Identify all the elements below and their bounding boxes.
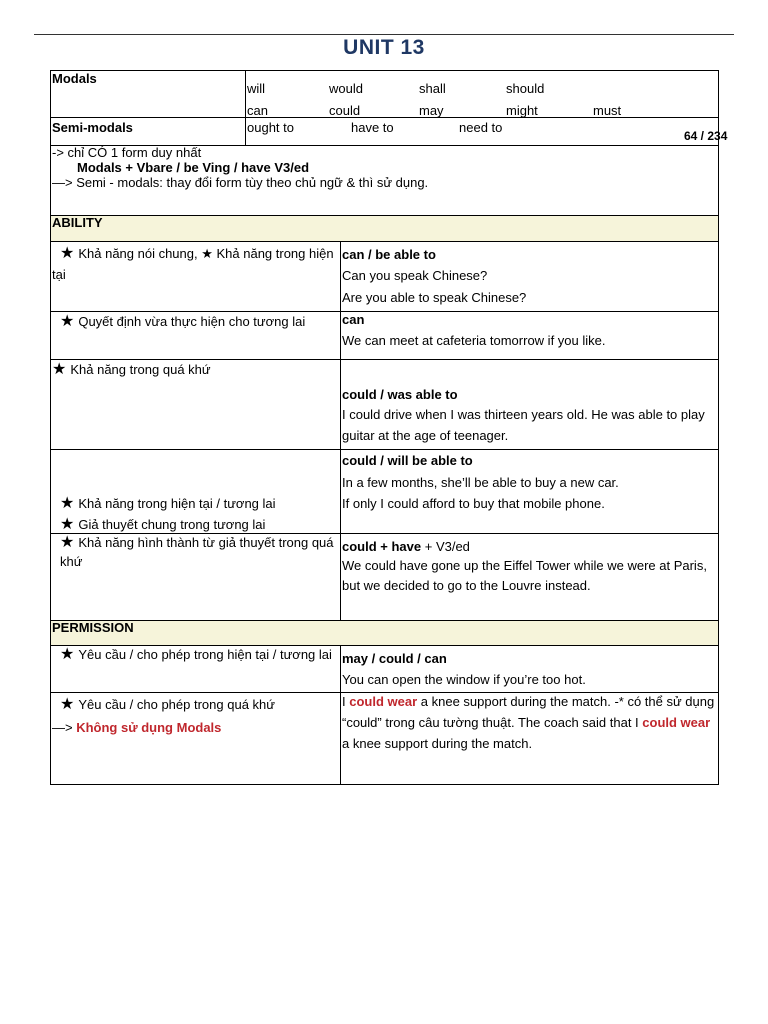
page-number: 64 / 234 [684, 129, 728, 143]
ability-row5-form-rest: + V3/ed [421, 539, 470, 554]
ability-row3-left-text [52, 359, 211, 380]
modal-may: may [419, 103, 444, 118]
note-line-1: -> chỉ CÓ 1 form duy nhất [52, 145, 202, 160]
semi-modals-label: Semi-modals [52, 120, 133, 135]
semi-have-to: have to [351, 120, 394, 135]
ability-row5-desc: Khả năng hình thành từ giả thuyết trong quá khứ [60, 535, 334, 569]
ability-row4-desc-2: Giả thuyết chung trong tương lai [78, 517, 266, 532]
ability-row1-left-text [52, 243, 338, 285]
ability-header-cell [50, 215, 719, 242]
ability-row1-ex2: Are you able to speak Chinese? [342, 290, 527, 305]
ability-row1-form: can / be able to [342, 247, 436, 262]
permission-row2-ex-part1: I [342, 694, 350, 709]
star-icon: ★ [60, 313, 75, 330]
modal-shall: shall [419, 81, 446, 96]
ability-row5-left-text [60, 533, 336, 571]
permission-row2-note [52, 717, 221, 738]
ability-row3-ex1: I could drive when I was thirteen years old. He was able to play guitar at the age of teenager. [342, 407, 705, 443]
modal-should: should [506, 81, 545, 96]
ability-row2-form: can [342, 312, 365, 327]
semi-divider [245, 117, 246, 146]
permission-row1-desc: Yêu cầu / cho phép trong hiện tại / tương lai [78, 647, 332, 662]
modals-label: Modals [52, 71, 97, 86]
permission-header-cell [50, 620, 719, 646]
permission-row2-desc: Yêu cầu / cho phép trong quá khứ [78, 697, 275, 712]
modal-might: might [506, 103, 538, 118]
top-rule [34, 34, 734, 35]
modal-must: must [593, 103, 622, 118]
permission-row1-ex1: You can open the window if you’re too hot. [342, 672, 586, 687]
permission-row2-example [342, 691, 716, 754]
ability-row3-desc: Khả năng trong quá khứ [70, 362, 211, 377]
permission-row2-ex-highlight2: could wear [642, 715, 711, 730]
ability-row5-form [342, 536, 470, 557]
ability-row2-ex1: We can meet at cafeteria tomorrow if you like. [342, 333, 606, 348]
permission-header: PERMISSION [52, 620, 134, 635]
star-icon: ★ [60, 534, 75, 551]
ability-row4-left-text-2 [60, 514, 265, 535]
permission-row2-ex-part3: a knee support during the match. [342, 736, 533, 751]
permission-row2-left-text [60, 694, 275, 715]
permission-row2-note-text: Không sử dụng Modals [76, 720, 222, 735]
ability-row5-form-bold: could + have [342, 539, 422, 554]
ability-row4-desc-1: Khả năng trong hiện tại / tương lai [78, 496, 276, 511]
ability-row4-left-text-1 [60, 493, 276, 514]
ability-row2-left-text [60, 311, 305, 332]
star-icon: ★ [60, 516, 75, 533]
note-line-3: —> Semi - modals: thay đổi form tùy theo chủ ngữ & thì sử dụng. [52, 175, 429, 190]
ability-row1-desc: Khả năng nói chung, ★ Khả năng trong hiện tại [52, 246, 334, 282]
star-icon: ★ [60, 245, 75, 262]
modal-could: could [329, 103, 361, 118]
ability-row4-form: could / will be able to [342, 453, 473, 468]
modal-would: would [329, 81, 363, 96]
star-icon: ★ [52, 361, 67, 378]
star-icon: ★ [60, 696, 75, 713]
note-line-2: Modals + Vbare / be Ving / have V3/ed [77, 160, 310, 175]
ability-row1-ex1: Can you speak Chinese? [342, 268, 488, 283]
ability-row5-ex1: We could have gone up the Eiffel Tower while we were at Paris, but we decided to go to the Louvre instead. [342, 558, 707, 593]
modal-can: can [247, 103, 268, 118]
page-title: UNIT 13 [343, 36, 425, 59]
permission-row2-ex-highlight1: could wear [349, 694, 418, 709]
permission-row2-ex-part2: a knee support during the match. -* có thể sử dụng “could” trong câu tường thuật. The coach said that I [342, 694, 715, 730]
ability-row4-ex2: If only I could afford to buy that mobile phone. [342, 496, 605, 511]
star-icon: ★ [60, 646, 75, 663]
ability-row4-ex1: In a few months, she’ll be able to buy a new car. [342, 475, 619, 490]
modal-will: will [247, 81, 266, 96]
ability-row3-form: could / was able to [342, 387, 458, 402]
semi-need-to: need to [459, 120, 503, 135]
ability-row2-desc: Quyết định vừa thực hiện cho tương lai [78, 314, 306, 329]
ability-header: ABILITY [52, 215, 103, 230]
star-icon: ★ [60, 495, 75, 512]
permission-row2-note-arrow: —> [52, 720, 77, 735]
semi-ought-to: ought to [247, 120, 294, 135]
permission-row1-form: may / could / can [342, 651, 447, 666]
permission-row1-left-text [60, 644, 340, 665]
